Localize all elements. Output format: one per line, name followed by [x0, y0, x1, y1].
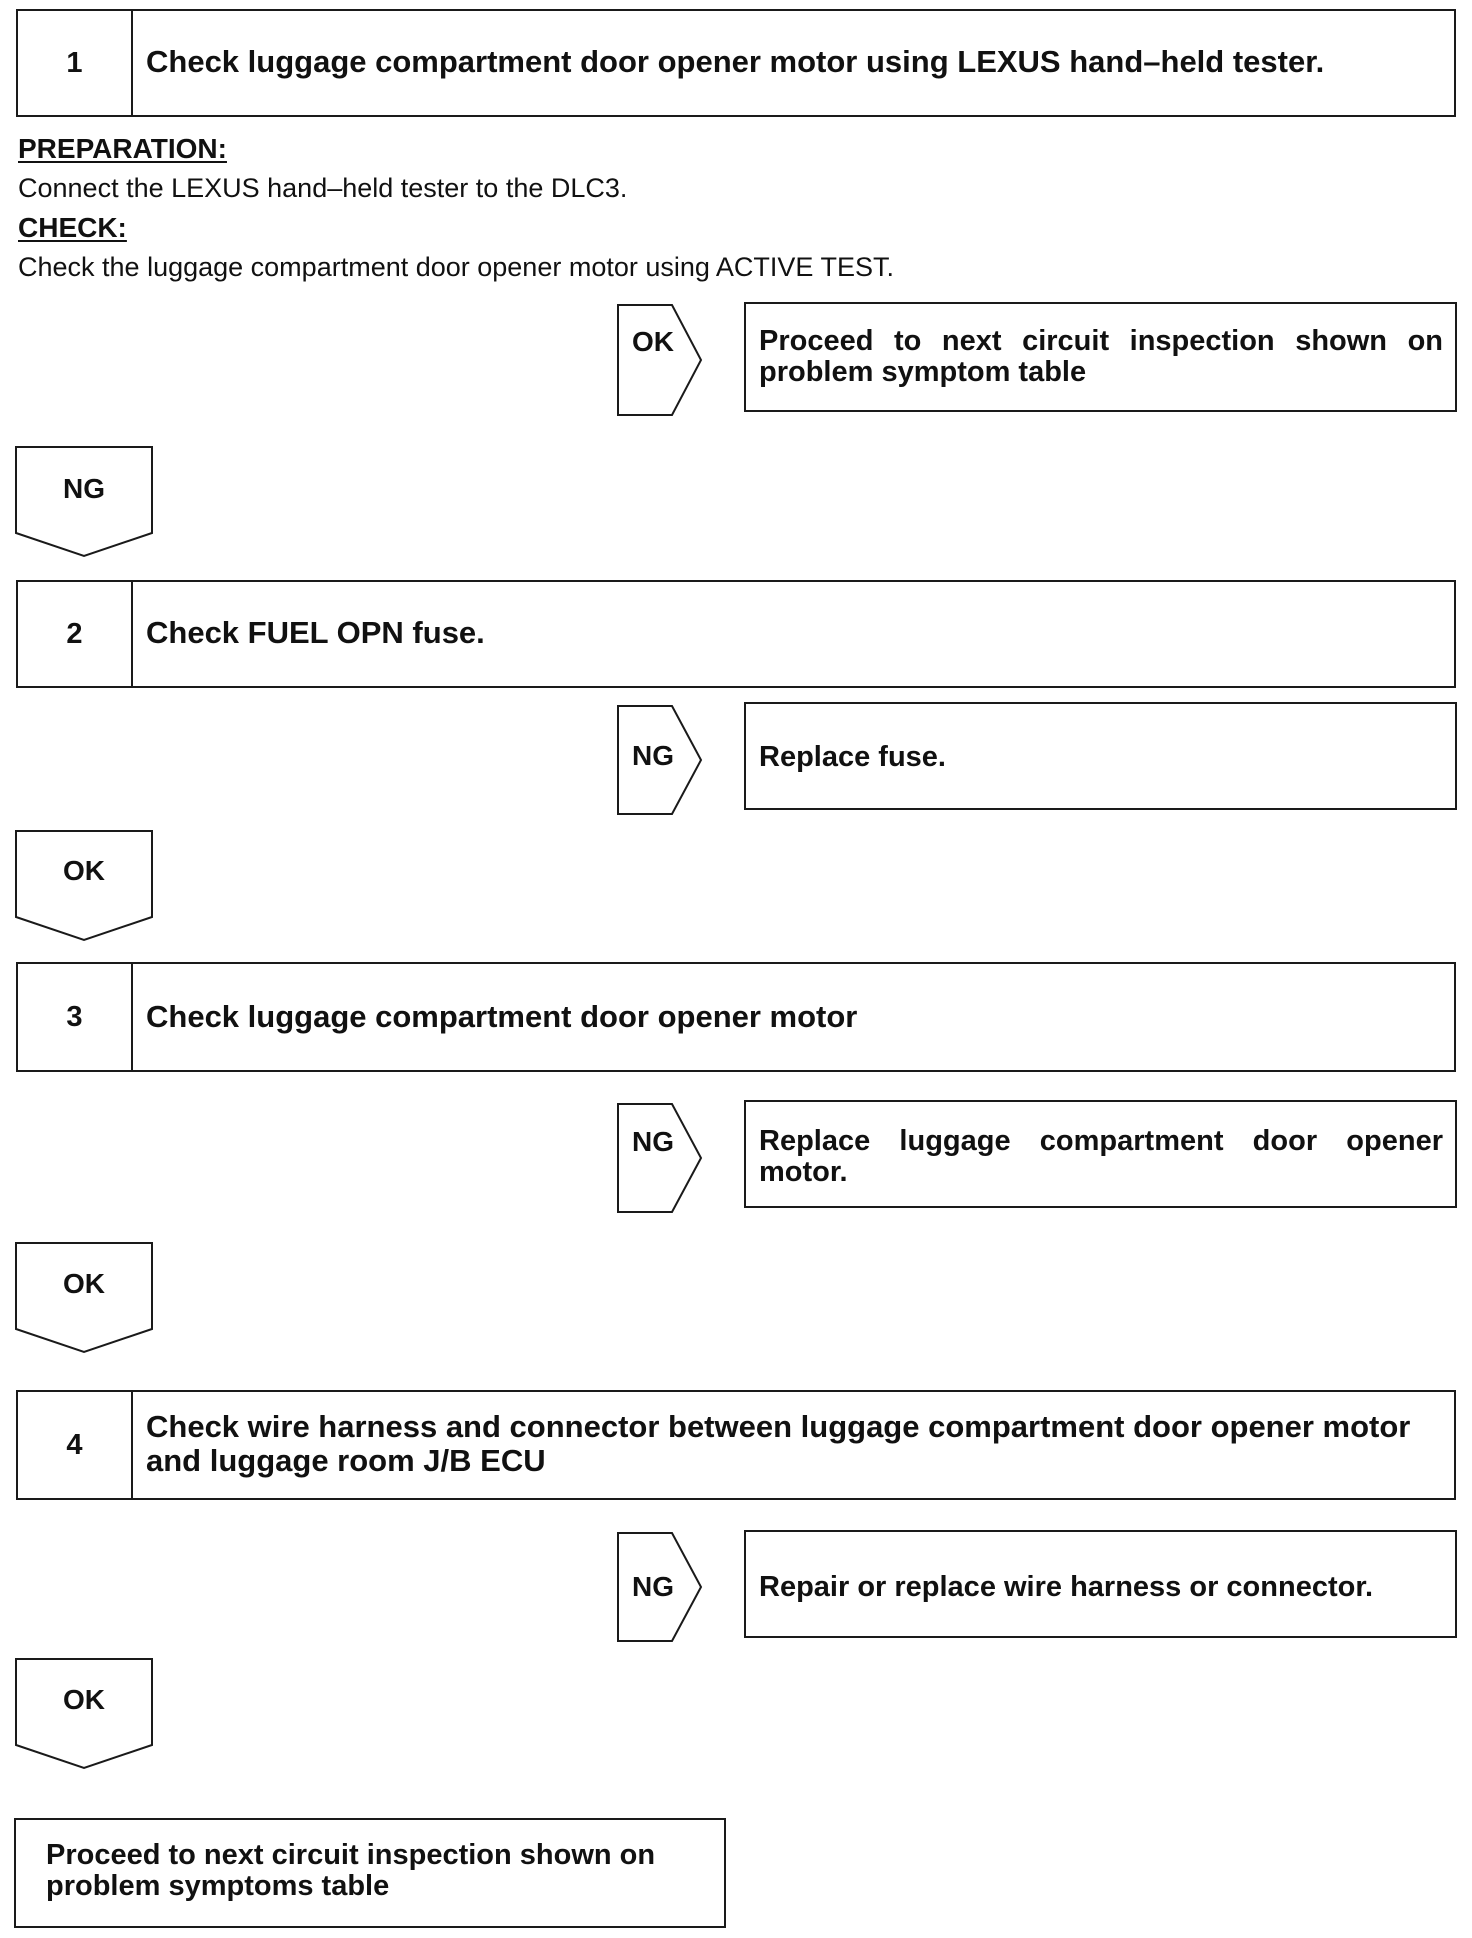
step-4-number: 4 — [18, 1392, 133, 1498]
ng-branch-4-result-box — [744, 1530, 1457, 1638]
preparation-text: Connect the LEXUS hand–held tester to the DLC3. — [18, 173, 628, 203]
ng-branch-2-result-box — [744, 702, 1457, 810]
check-text: Check the luggage compartment door opener motor using ACTIVE TEST. — [18, 252, 894, 282]
ok-flow-label-3: OK — [63, 1684, 105, 1715]
step-1-title: Check luggage compartment door opener motor using LEXUS hand–held tester. — [146, 44, 1325, 79]
ok-branch-result-text: Proceed to next circuit inspection shown on problem symptom table — [759, 325, 1443, 388]
step-2-box — [16, 580, 1456, 688]
step-2-number: 2 — [18, 582, 133, 686]
ok-branch-result-box — [744, 302, 1457, 412]
ng-branch-4-label: NG — [632, 1571, 674, 1602]
ng-branch-3-result-box — [744, 1100, 1457, 1208]
step-3-title: Check luggage compartment door opener motor — [146, 999, 858, 1034]
ok-branch-label: OK — [632, 326, 674, 357]
step-4-box — [16, 1390, 1456, 1500]
step-1-number: 1 — [18, 11, 133, 115]
ok-branch-arrow — [617, 304, 703, 416]
ng-branch-3-result-text: Replace luggage compartment door opener motor. — [759, 1125, 1443, 1188]
check-label: CHECK: — [18, 212, 127, 243]
ng-branch-3-arrow — [617, 1103, 703, 1213]
step-3-box — [16, 962, 1456, 1072]
ng-branch-2-result-text: Replace fuse. — [759, 741, 946, 773]
final-result-text: Proceed to next circuit inspection shown on problem symptoms table — [46, 1839, 656, 1902]
preparation-label: PREPARATION: — [18, 133, 227, 164]
ok-flow-label-2: OK — [63, 1268, 105, 1299]
ng-branch-3-label: NG — [632, 1126, 674, 1157]
step-3-number: 3 — [18, 964, 133, 1070]
ng-flow-label: NG — [63, 473, 105, 504]
ng-branch-4-result-text: Repair or replace wire harness or connector. — [759, 1571, 1374, 1603]
step-2-title: Check FUEL OPN fuse. — [146, 615, 485, 650]
ok-flow-label-1: OK — [63, 855, 105, 886]
final-result-box — [14, 1818, 726, 1928]
step-1-box — [16, 9, 1456, 117]
ng-branch-2-label: NG — [632, 740, 674, 771]
step-4-title: Check wire harness and connector between luggage compartment door opener motor and luggage room J/B ECU — [146, 1409, 1411, 1478]
